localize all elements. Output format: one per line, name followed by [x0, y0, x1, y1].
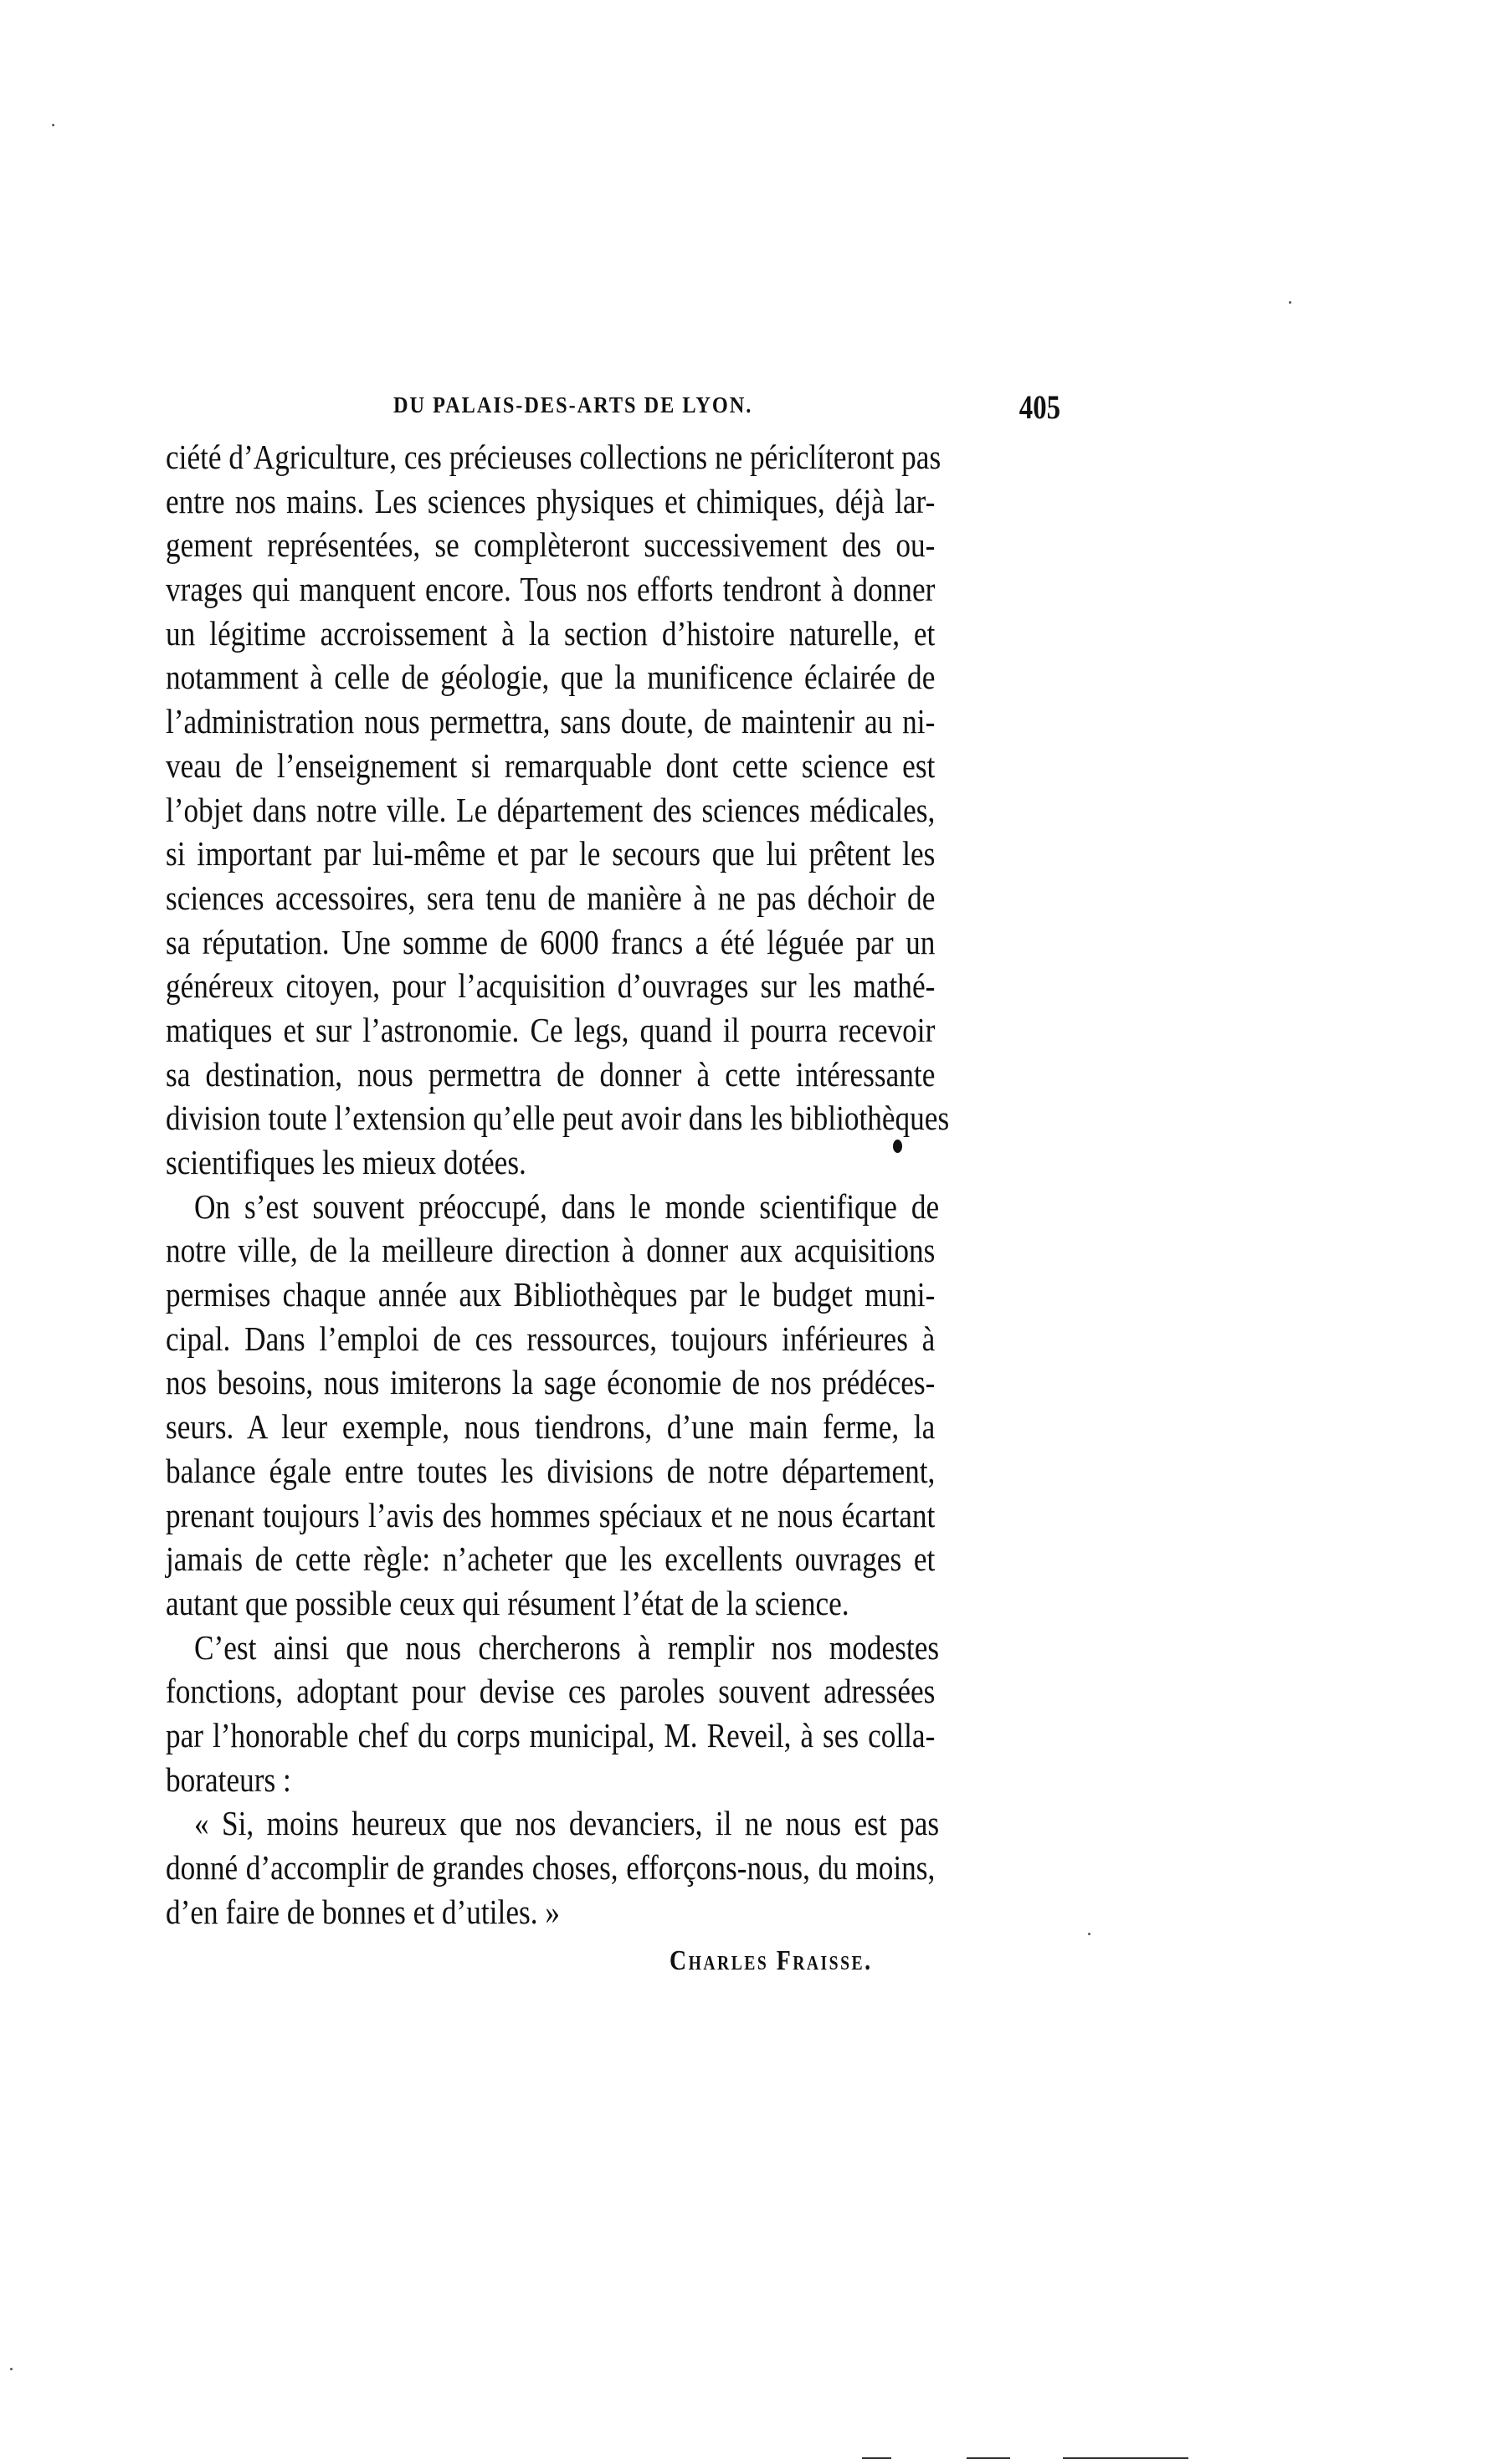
quotation-start-line: « Si, moins heureux que nos devanciers, il ne nous est pas — [194, 1804, 940, 1843]
paragraph-end-line: borateurs : — [166, 1760, 291, 1799]
author-signature: Charles Fraisse. — [670, 1945, 873, 1976]
scan-speck — [10, 2368, 13, 2370]
paragraph-end-line: scientifiques les mieux dotées. — [166, 1143, 526, 1181]
text-line: balance égale entre toutes les divisions de notre département, — [166, 1451, 936, 1490]
scan-noise-line — [1063, 2457, 1188, 2459]
text-line: sa destination, nous permettra de donner à cette intéressante — [166, 1054, 936, 1094]
text-line: vrages qui manquent encore. Tous nos efforts tendront à donner — [166, 570, 936, 609]
running-header — [166, 387, 1060, 424]
paragraph-start-line: C’est ainsi que nous chercherons à remplir nos modestes — [194, 1627, 940, 1667]
text-line: cipal. Dans l’emploi de ces ressources, toujours inférieures à — [166, 1319, 936, 1358]
text-line: l’administration nous permettra, sans doute, de maintenir au ni- — [166, 702, 936, 741]
paragraph-start-line: On s’est souvent préoccupé, dans le monde scientifique de — [194, 1186, 940, 1226]
body-text — [166, 435, 1060, 1934]
running-title: DU PALAIS-DES-ARTS DE LYON. — [393, 392, 753, 417]
text-line: fonctions, adoptant pour devise ces paroles souvent adressées — [166, 1672, 936, 1711]
text-line: permises chaque année aux Bibliothèques par le budget muni- — [166, 1275, 936, 1314]
text-line: un légitime accroissement à la section d’histoire naturelle, et — [166, 613, 936, 653]
text-line: si important par lui-même et par le secours que lui prêtent les — [166, 834, 936, 873]
scan-noise-line — [862, 2457, 891, 2459]
text-line: l’objet dans notre ville. Le département des sciences médicales, — [166, 790, 936, 829]
text-line: matiques et sur l’astronomie. Ce legs, quand il pourra recevoir — [166, 1010, 936, 1049]
text-line: notamment à celle de géologie, que la munificence éclairée de — [166, 658, 936, 697]
text-line: nos besoins, nous imiterons la sage économie de nos prédéces- — [166, 1363, 936, 1402]
text-line: généreux citoyen, pour l’acquisition d’ouvrages sur les mathé- — [166, 966, 936, 1006]
text-line: gement représentées, se complèteront successivement des ou- — [166, 525, 936, 565]
text-line: ciété d’Agriculture, ces précieuses collections ne périclíteront pas — [166, 438, 942, 476]
quotation-end-line: d’en faire de bonnes et d’utiles. » — [166, 1892, 560, 1931]
text-line: par l’honorable chef du corps municipal, M. Reveil, à ses colla- — [166, 1715, 936, 1755]
ink-blot — [893, 1140, 902, 1153]
text-line: sa réputation. Une somme de 6000 francs a été léguée par un — [166, 922, 936, 961]
text-line: entre nos mains. Les sciences physiques et chimiques, déjà lar- — [166, 481, 936, 520]
text-line: jamais de cette règle: n’acheter que les excellents ouvrages et — [166, 1539, 936, 1579]
text-line: sciences accessoires, sera tenu de manière à ne pas déchoir de — [166, 878, 936, 917]
text-line: notre ville, de la meilleure direction à donner aux acquisitions — [166, 1231, 936, 1270]
scan-noise-line — [967, 2457, 1010, 2459]
text-line: prenant toujours l’avis des hommes spéciaux et ne nous écartant — [166, 1495, 936, 1534]
page-number: 405 — [1019, 388, 1060, 426]
scan-speck — [52, 124, 54, 126]
text-line: division toute l’extension qu’elle peut avoir dans les bibliothèques — [166, 1099, 950, 1138]
text-line: seurs. A leur exemple, nous tiendrons, d’une main ferme, la — [166, 1407, 936, 1447]
paragraph-end-line: autant que possible ceux qui résument l’état de la science. — [166, 1583, 849, 1622]
scan-speck — [1289, 301, 1291, 304]
text-line: veau de l’enseignement si remarquable dont cette science est — [166, 745, 936, 785]
scan-speck — [1088, 1933, 1090, 1935]
quotation-line: donné d’accomplir de grandes choses, efforçons-nous, du moins, — [166, 1848, 936, 1887]
